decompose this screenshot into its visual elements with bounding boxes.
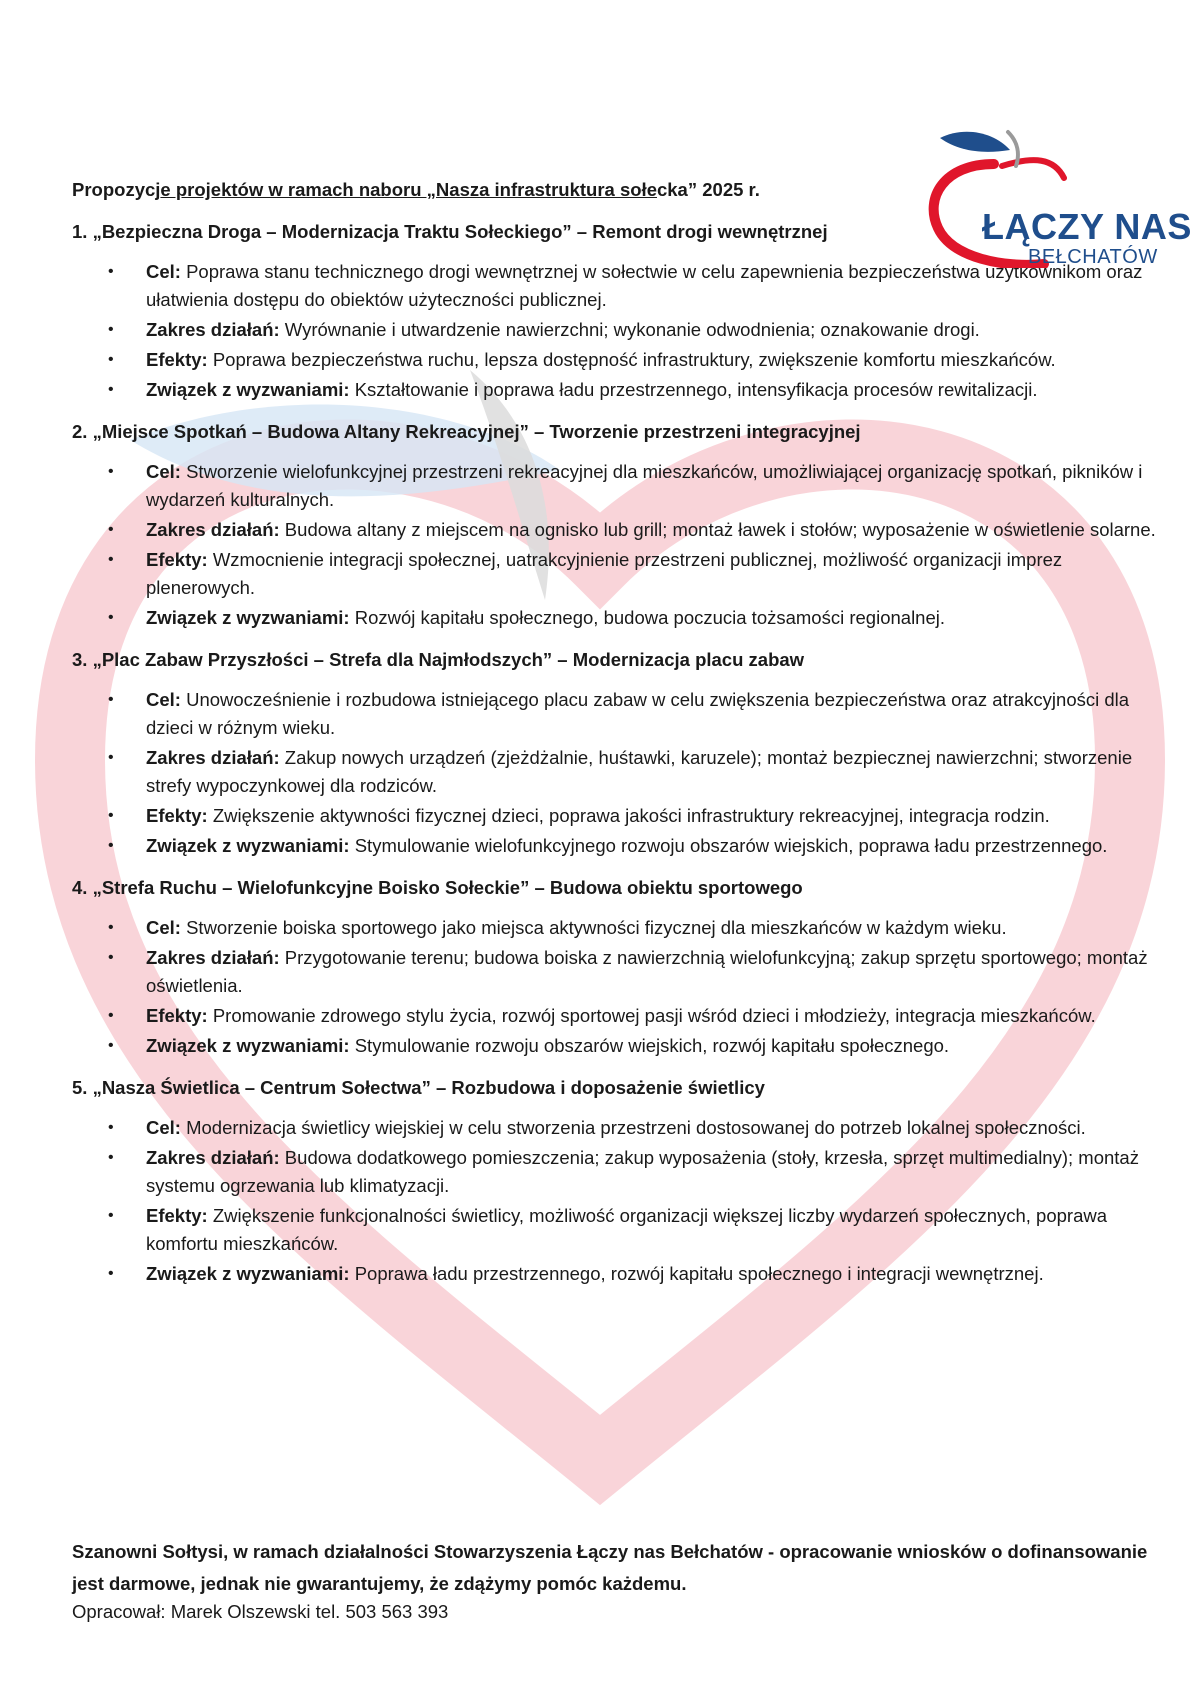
item-text: Stworzenie wielofunkcyjnej przestrzeni rekreacyjnej dla mieszkańców, umożliwiającej organizację spotkań, pikników i wydarzeń kulturalnych. (146, 461, 1143, 510)
list-item (72, 604, 1172, 632)
bullet-icon: • (108, 1265, 114, 1282)
list-item (72, 458, 1172, 514)
item-label: Cel: (146, 461, 181, 482)
bullet-icon: • (108, 351, 114, 368)
bullet-icon: • (108, 263, 114, 280)
item-label: Związek z wyzwaniami: (146, 607, 350, 628)
list-item (72, 1260, 1172, 1288)
bullet-icon: • (108, 1007, 114, 1024)
item-text: Stworzenie boiska sportowego jako miejsca aktywności fizycznej dla mieszkańców w każdym wieku. (180, 917, 1007, 938)
item-label: Związek z wyzwaniami: (146, 835, 350, 856)
item-label: Związek z wyzwaniami: (146, 1263, 350, 1284)
item-text: Modernizacja świetlicy wiejskiej w celu stworzenia przestrzeni dostosowanej do potrzeb lokalnej społeczności. (180, 1117, 1086, 1138)
bullet-icon: • (108, 321, 114, 338)
bullet-icon: • (108, 949, 114, 966)
item-label: Cel: (146, 917, 181, 938)
project-points (72, 258, 1172, 404)
list-item (72, 744, 1172, 800)
list-item (72, 832, 1172, 860)
bullet-icon: • (108, 1037, 114, 1054)
project-list (72, 218, 1172, 1288)
item-text: Stymulowanie wielofunkcyjnego rozwoju obszarów wiejskich, poprawa ładu przestrzennego. (349, 835, 1108, 856)
bullet-icon: • (108, 749, 114, 766)
item-text: Zwiększenie aktywności fizycznej dzieci, poprawa jakości infrastruktury rekreacyjnej, integracja rodzin. (207, 805, 1050, 826)
list-item (72, 546, 1172, 602)
item-label: Efekty: (146, 549, 208, 570)
bullet-icon: • (108, 609, 114, 626)
item-text: Poprawa stanu technicznego drogi wewnętrznej w sołectwie w celu zapewnienia bezpieczeństwa użytkownikom oraz ułatwienia dostępu do obiektów użyteczności publicznej. (146, 261, 1143, 310)
item-label: Cel: (146, 261, 181, 282)
bullet-icon: • (108, 521, 114, 538)
project-section (72, 874, 1172, 1060)
project-points (72, 458, 1172, 632)
list-item (72, 1114, 1172, 1142)
item-text: Wyrównanie i utwardzenie nawierzchni; wykonanie odwodnienia; oznakowanie drogi. (279, 319, 980, 340)
list-item (72, 516, 1172, 544)
bullet-icon: • (108, 1149, 114, 1166)
bullet-icon: • (108, 463, 114, 480)
project-points (72, 914, 1172, 1060)
item-text: Wzmocnienie integracji społecznej, uatrakcyjnienie przestrzeni publicznej, możliwość organizacji imprez plenerowych. (146, 549, 1063, 598)
laczy-nas-logo (924, 128, 1192, 268)
logo-subtitle: BEŁCHATÓW (1028, 246, 1158, 268)
project-section (72, 1074, 1172, 1288)
list-item (72, 1144, 1172, 1200)
list-item (72, 316, 1172, 344)
project-title: 4. „Strefa Ruchu – Wielofunkcyjne Boisko Sołeckie” – Budowa obiektu sportowego (72, 877, 803, 898)
item-label: Cel: (146, 1117, 181, 1138)
item-label: Efekty: (146, 1205, 208, 1226)
item-label: Efekty: (146, 349, 208, 370)
item-text: Przygotowanie terenu; budowa boiska z nawierzchnią wielofunkcyjną; zakup sprzętu sportowego; montaż oświetlenia. (146, 947, 1148, 996)
title-part-3: cka” 2025 r. (656, 179, 760, 200)
list-item (72, 686, 1172, 742)
footer (72, 1536, 1172, 1624)
item-label: Zakres działań: (146, 1147, 280, 1168)
project-points (72, 1114, 1172, 1288)
item-label: Cel: (146, 689, 181, 710)
bullet-icon: • (108, 381, 114, 398)
bullet-icon: • (108, 919, 114, 936)
item-text: Budowa altany z miejscem na ognisko lub grill; montaż ławek i stołów; wyposażenie w oświetlenie solarne. (279, 519, 1156, 540)
bullet-icon: • (108, 807, 114, 824)
logo-name: ŁĄCZY NAS (982, 206, 1192, 247)
item-label: Zakres działań: (146, 947, 280, 968)
footer-note: Szanowni Sołtysi, w ramach działalności Stowarzyszenia Łączy nas Bełchatów - opracowanie wniosków o dofinansowanie jest darmowe, jednak nie gwarantujemy, że zdążymy pomóc każdemu. (72, 1541, 1148, 1594)
item-label: Związek z wyzwaniami: (146, 1035, 350, 1056)
project-title: 1. „Bezpieczna Droga – Modernizacja Traktu Sołeckiego” – Remont drogi wewnętrznej (72, 221, 828, 242)
document-content (72, 176, 1172, 1302)
item-text: Rozwój kapitału społecznego, budowa poczucia tożsamości regionalnej. (349, 607, 946, 628)
project-points (72, 686, 1172, 860)
list-item (72, 1032, 1172, 1060)
item-text: Poprawa ładu przestrzennego, rozwój kapitału społecznego i integracji wewnętrznej. (349, 1263, 1044, 1284)
item-text: Unowocześnienie i rozbudowa istniejącego placu zabaw w celu zwiększenia bezpieczeństwa oraz atrakcyjności dla dzieci w różnym wieku. (146, 689, 1130, 738)
item-text: Poprawa bezpieczeństwa ruchu, lepsza dostępność infrastruktury, zwiększenie komfortu mieszkańców. (207, 349, 1056, 370)
item-label: Zakres działań: (146, 519, 280, 540)
item-text: Zakup nowych urządzeń (zjeżdżalnie, huśtawki, karuzele); montaż bezpiecznej nawierzchni; stworzenie strefy wypoczynkowej dla rodziców. (146, 747, 1133, 796)
list-item (72, 346, 1172, 374)
item-label: Efekty: (146, 805, 208, 826)
project-title: 5. „Nasza Świetlica – Centrum Sołectwa” – Rozbudowa i doposażenie świetlicy (72, 1077, 765, 1098)
list-item (72, 1202, 1172, 1258)
list-item (72, 802, 1172, 830)
bullet-icon: • (108, 837, 114, 854)
item-text: Zwiększenie funkcjonalności świetlicy, możliwość organizacji większej liczby wydarzeń społecznych, poprawa komfortu mieszkańców. (146, 1205, 1108, 1254)
item-label: Zakres działań: (146, 747, 280, 768)
project-title: 2. „Miejsce Spotkań – Budowa Altany Rekreacyjnej” – Tworzenie przestrzeni integracyjnej (72, 421, 861, 442)
item-text: Kształtowanie i poprawa ładu przestrzennego, intensyfikacja procesów rewitalizacji. (349, 379, 1038, 400)
list-item (72, 376, 1172, 404)
item-text: Stymulowanie rozwoju obszarów wiejskich, rozwój kapitału społecznego. (349, 1035, 950, 1056)
item-label: Zakres działań: (146, 319, 280, 340)
title-part-2: e projektów w ramach naboru „Nasza infrastruktura sołe (160, 179, 657, 200)
project-section (72, 418, 1172, 632)
list-item (72, 1002, 1172, 1030)
footer-author: Opracował: Marek Olszewski tel. 503 563 393 (72, 1601, 449, 1622)
list-item (72, 944, 1172, 1000)
title-part-1: Propozycj (72, 179, 161, 200)
bullet-icon: • (108, 551, 114, 568)
list-item (72, 914, 1172, 942)
project-title: 3. „Plac Zabaw Przyszłości – Strefa dla Najmłodszych” – Modernizacja placu zabaw (72, 649, 805, 670)
item-label: Związek z wyzwaniami: (146, 379, 350, 400)
bullet-icon: • (108, 1119, 114, 1136)
item-label: Efekty: (146, 1005, 208, 1026)
bullet-icon: • (108, 691, 114, 708)
item-text: Budowa dodatkowego pomieszczenia; zakup wyposażenia (stoły, krzesła, sprzęt multimedialny); montaż systemu ogrzewania lub klimatyzacji. (146, 1147, 1139, 1196)
bullet-icon: • (108, 1207, 114, 1224)
item-text: Promowanie zdrowego stylu życia, rozwój sportowej pasji wśród dzieci i młodzieży, integracja mieszkańców. (207, 1005, 1096, 1026)
project-section (72, 646, 1172, 860)
